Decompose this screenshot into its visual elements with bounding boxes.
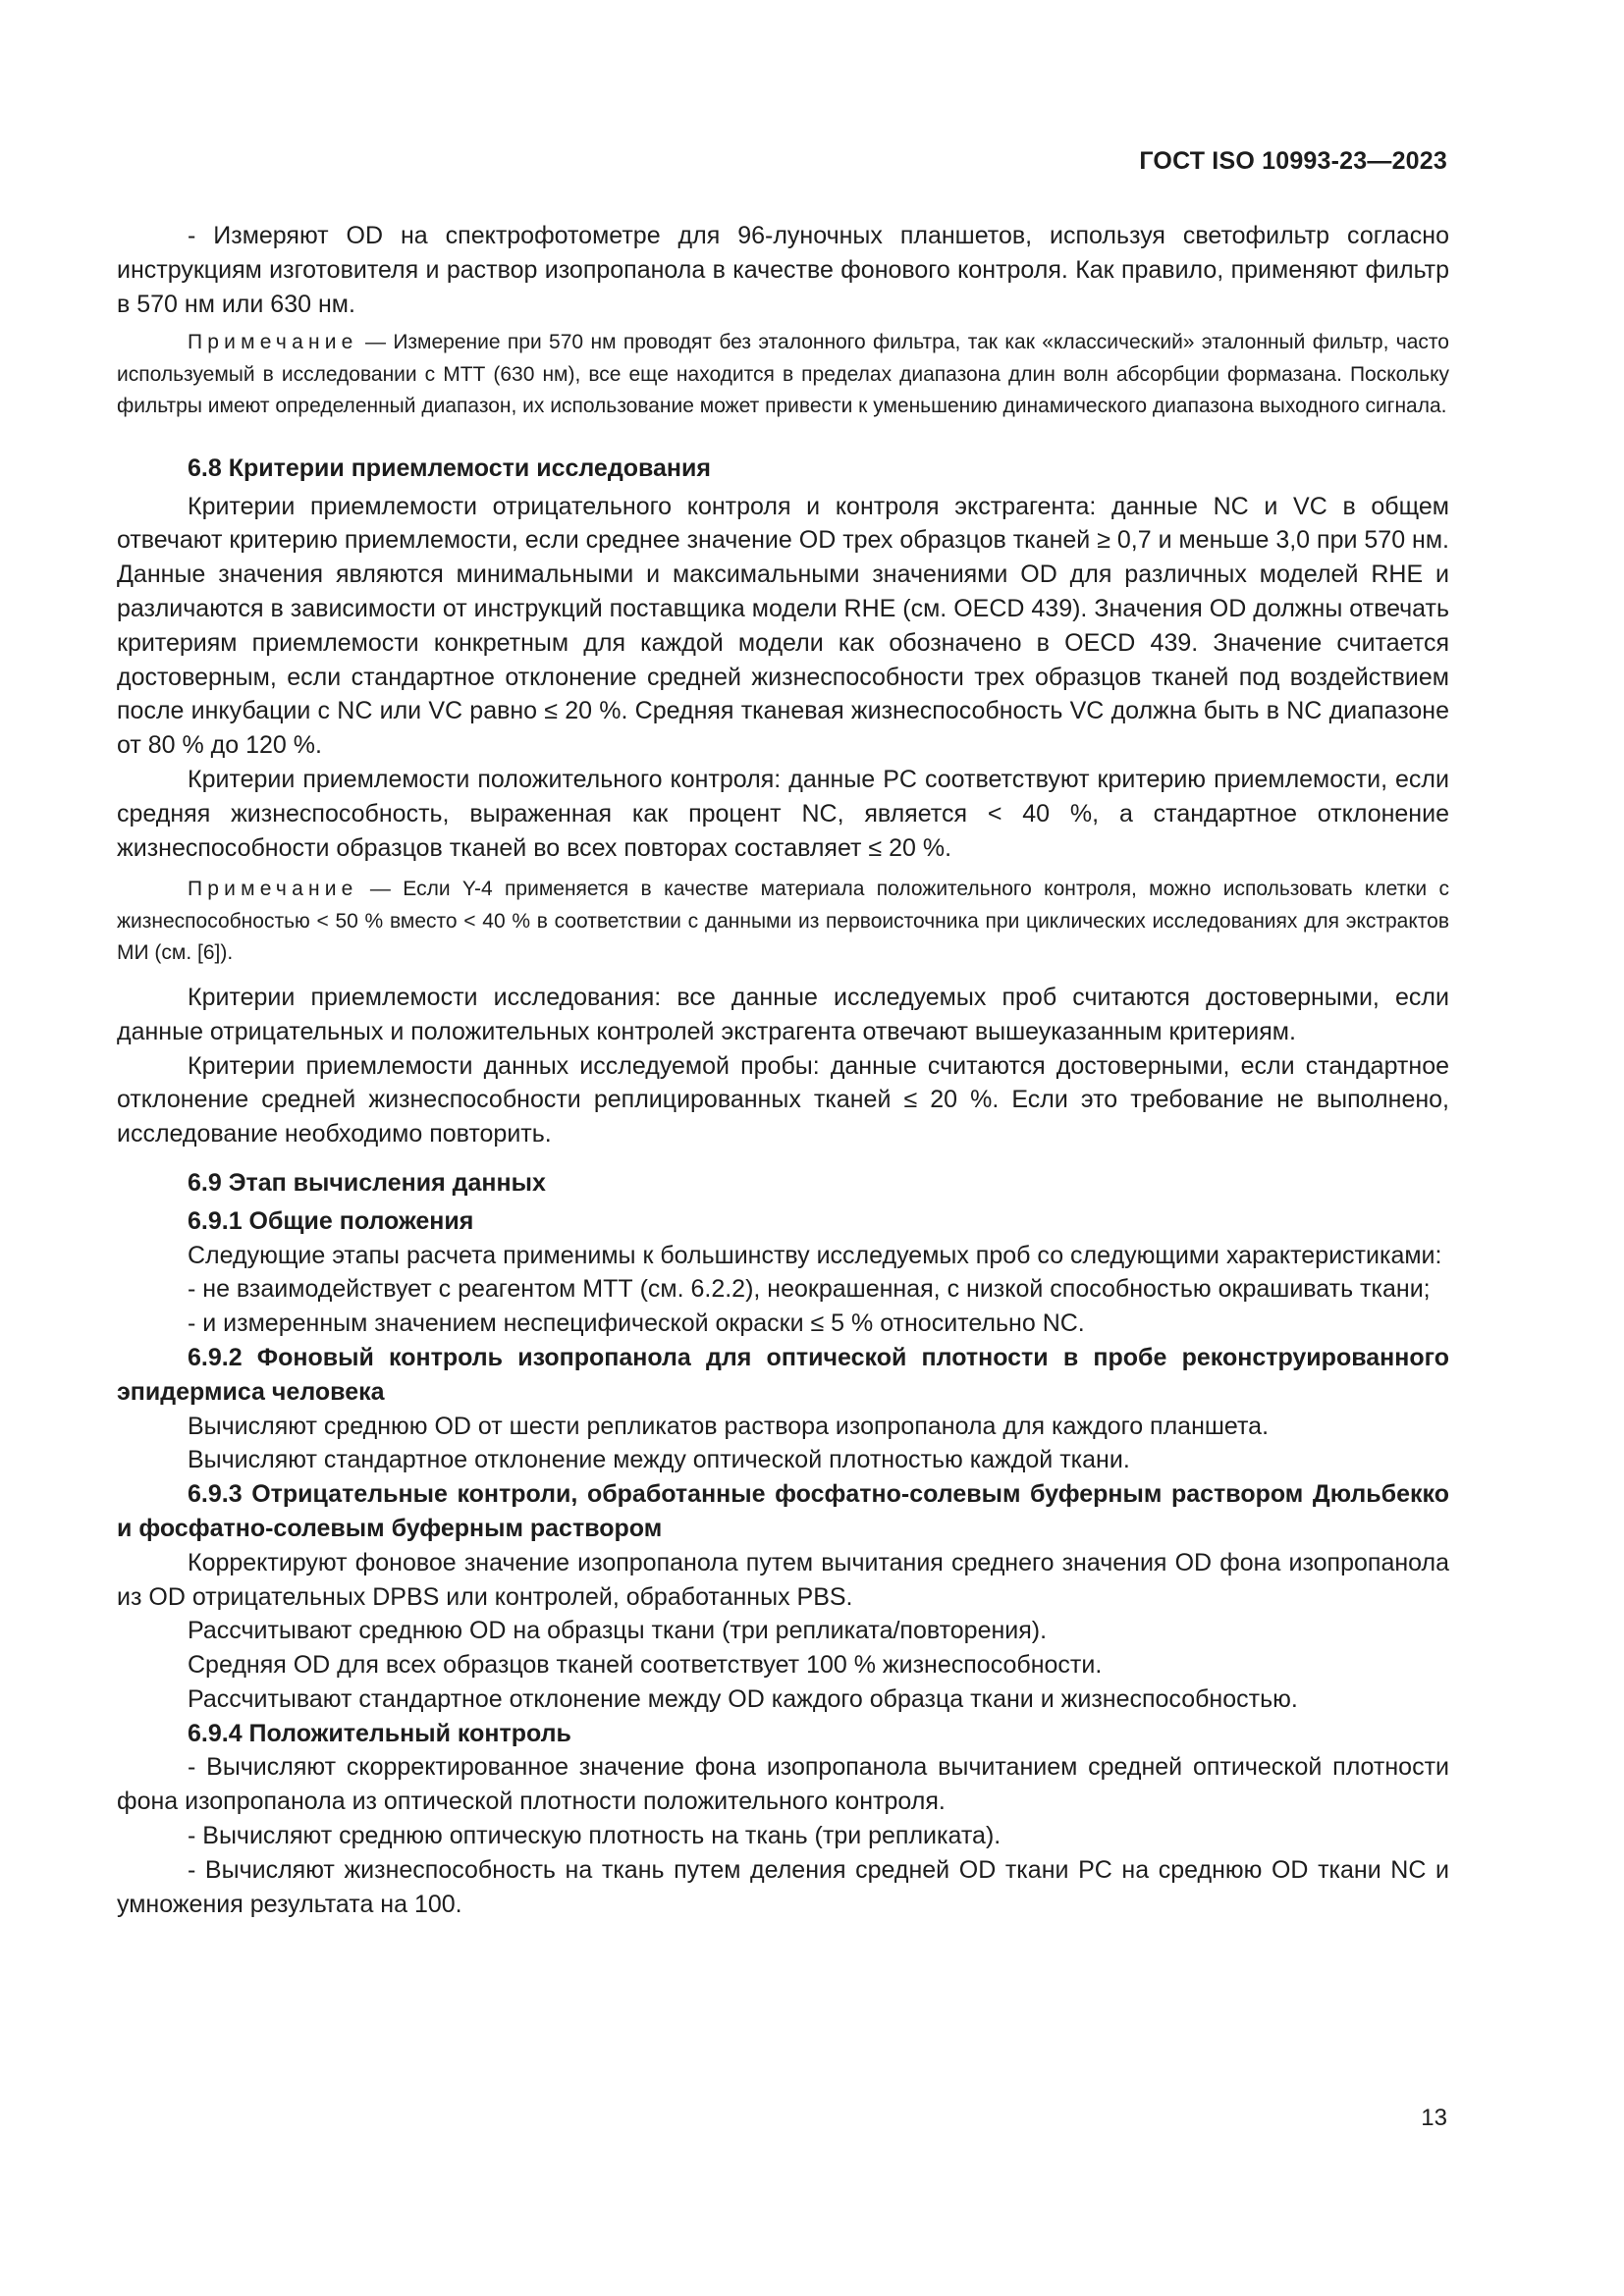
- section-6-9-3-paragraph-1: Корректируют фоновое значение изопропанола путем вычитания среднего значения OD фона изопропанола из OD отрицательных DPBS или контролей, обработанных PBS.: [117, 1548, 1449, 1611]
- section-6-9-1-title: 6.9.1 Общие положения: [188, 1206, 474, 1235]
- standard-header: ГОСТ ISO 10993-23—2023: [1139, 147, 1447, 175]
- note-measurement: [117, 327, 1449, 423]
- section-6-9-3-paragraph-4: Рассчитывают стандартное отклонение между OD каждого образца ткани и жизнеспособностью.: [188, 1684, 1298, 1713]
- section-6-9-1-paragraph-1: Следующие этапы расчета применимы к большинству исследуемых проб со следующими характеристиками:: [188, 1241, 1442, 1269]
- intro-paragraph: - Измеряют OD на спектрофотометре для 96-луночных планшетов, используя светофильтр согласно инструкциям изготовителя и раствор изопропанола в качестве фонового контроля. Как правило, применяют фильтр в 570 нм или 630 нм.: [117, 222, 1449, 318]
- section-6-9-2-title: 6.9.2 Фоновый контроль изопропанола для оптической плотности в пробе реконструированного эпидермиса человека: [117, 1343, 1449, 1406]
- note-label: Примечание: [188, 878, 358, 901]
- section-6-8-paragraph-2: Критерии приемлемости положительного контроля: данные PC соответствуют критерию приемлемости, если средняя жизнеспособность, выраженная как процент NC, является < 40 %, а стандартное отклонение жизнеспособности образцов тканей во всех повторах составляет ≤ 20 %.: [117, 766, 1449, 862]
- section-6-9-4-title: 6.9.4 Положительный контроль: [188, 1719, 571, 1747]
- section-6-9-3-paragraph-2: Рассчитывают среднюю OD на образцы ткани (три репликата/повторения).: [188, 1617, 1048, 1645]
- section-6-9-1-paragraph-3: - и измеренным значением неспецифической окраски ≤ 5 % относительно NC.: [188, 1309, 1085, 1338]
- page-content: [117, 219, 1449, 1921]
- note-text: — Если Y-4 применяется в качестве материала положительного контроля, можно использовать клетки с жизнеспособностью < 50 % вместо < 40 % в соответствии с данными из первоисточника при циклических исследованиях для экстрактов МИ (см. [6]).: [117, 878, 1449, 965]
- section-6-9-3-paragraph-3: Средняя OD для всех образцов тканей соответствует 100 % жизнеспособности.: [188, 1651, 1103, 1680]
- note-text: — Измерение при 570 нм проводят без эталонного фильтра, так как «классический» эталонный фильтр, часто используемый в исследовании с МТТ (630 нм), все еще находится в пределах диапазона длин волн абсорбции формазана. Поскольку фильтры имеют определенный диапазон, их использование может привести к уменьшению динамического диапазона выходного сигнала.: [117, 331, 1449, 418]
- section-6-9-1-paragraph-2: - не взаимодействует с реагентом МТТ (см. 6.2.2), неокрашенная, с низкой способностью окрашивать ткани;: [188, 1275, 1431, 1304]
- section-6-9-2-paragraph-1: Вычисляют среднюю OD от шести репликатов раствора изопропанола для каждого планшета.: [188, 1412, 1270, 1440]
- section-6-9-4-paragraph-2: - Вычисляют среднюю оптическую плотность на ткань (три репликата).: [188, 1822, 1001, 1850]
- page-number: 13: [1421, 2105, 1447, 2131]
- section-6-9-title: 6.9 Этап вычисления данных: [188, 1168, 546, 1197]
- section-6-8-paragraph-4: Критерии приемлемости данных исследуемой пробы: данные считаются достоверными, если стандартное отклонение средней жизнеспособности реплицированных тканей ≤ 20 %. Если это требование не выполнено, исследование необходимо повторить.: [117, 1051, 1449, 1148]
- section-6-8-paragraph-1: Критерии приемлемости отрицательного контроля и контроля экстрагента: данные NC и VC в общем отвечают критерию приемлемости, если среднее значение OD трех образцов тканей ≥ 0,7 и меньше 3,0 при 570 нм. Данные значения являются минимальными и максимальными значениями OD для различных моделей RHE и различаются в зависимости от инструкций поставщика модели RHE (см. OECD 439). Значения OD должны отвечать критериям приемлемости конкретным для каждой модели как обозначено в OECD 439. Значение считается достоверным, если стандартное отклонение средней жизнеспособности трех образцов тканей под воздействием после инкубации с NC или VC равно ≤ 20 %. Средняя тканевая жизнеспособность VC должна быть в NC диапазоне от 80 % до 120 %.: [117, 492, 1449, 760]
- section-6-9-3-title: 6.9.3 Отрицательные контроли, обработанные фосфатно-солевым буферным раствором Дюльбекко и фосфатно-солевым буферным раствором: [117, 1480, 1449, 1542]
- section-6-8-title: 6.8 Критерии приемлемости исследования: [188, 454, 711, 482]
- section-6-8-paragraph-3: Критерии приемлемости исследования: все данные исследуемых проб считаются достоверными, если данные отрицательных и положительных контролей экстрагента отвечают вышеуказанным критериям.: [117, 983, 1449, 1045]
- section-6-9-4-paragraph-3: - Вычисляют жизнеспособность на ткань путем деления средней OD ткани PC на среднюю OD ткани NC и умножения результата на 100.: [117, 1855, 1449, 1918]
- section-6-9-2-paragraph-2: Вычисляют стандартное отклонение между оптической плотностью каждой ткани.: [188, 1446, 1130, 1474]
- section-6-9-4-paragraph-1: - Вычисляют скорректированное значение фона изопропанола вычитанием средней оптической плотности фона изопропанола из оптической плотности положительного контроля.: [117, 1753, 1449, 1816]
- note-label: Примечание: [188, 331, 358, 354]
- section-6-8-note: [117, 874, 1449, 970]
